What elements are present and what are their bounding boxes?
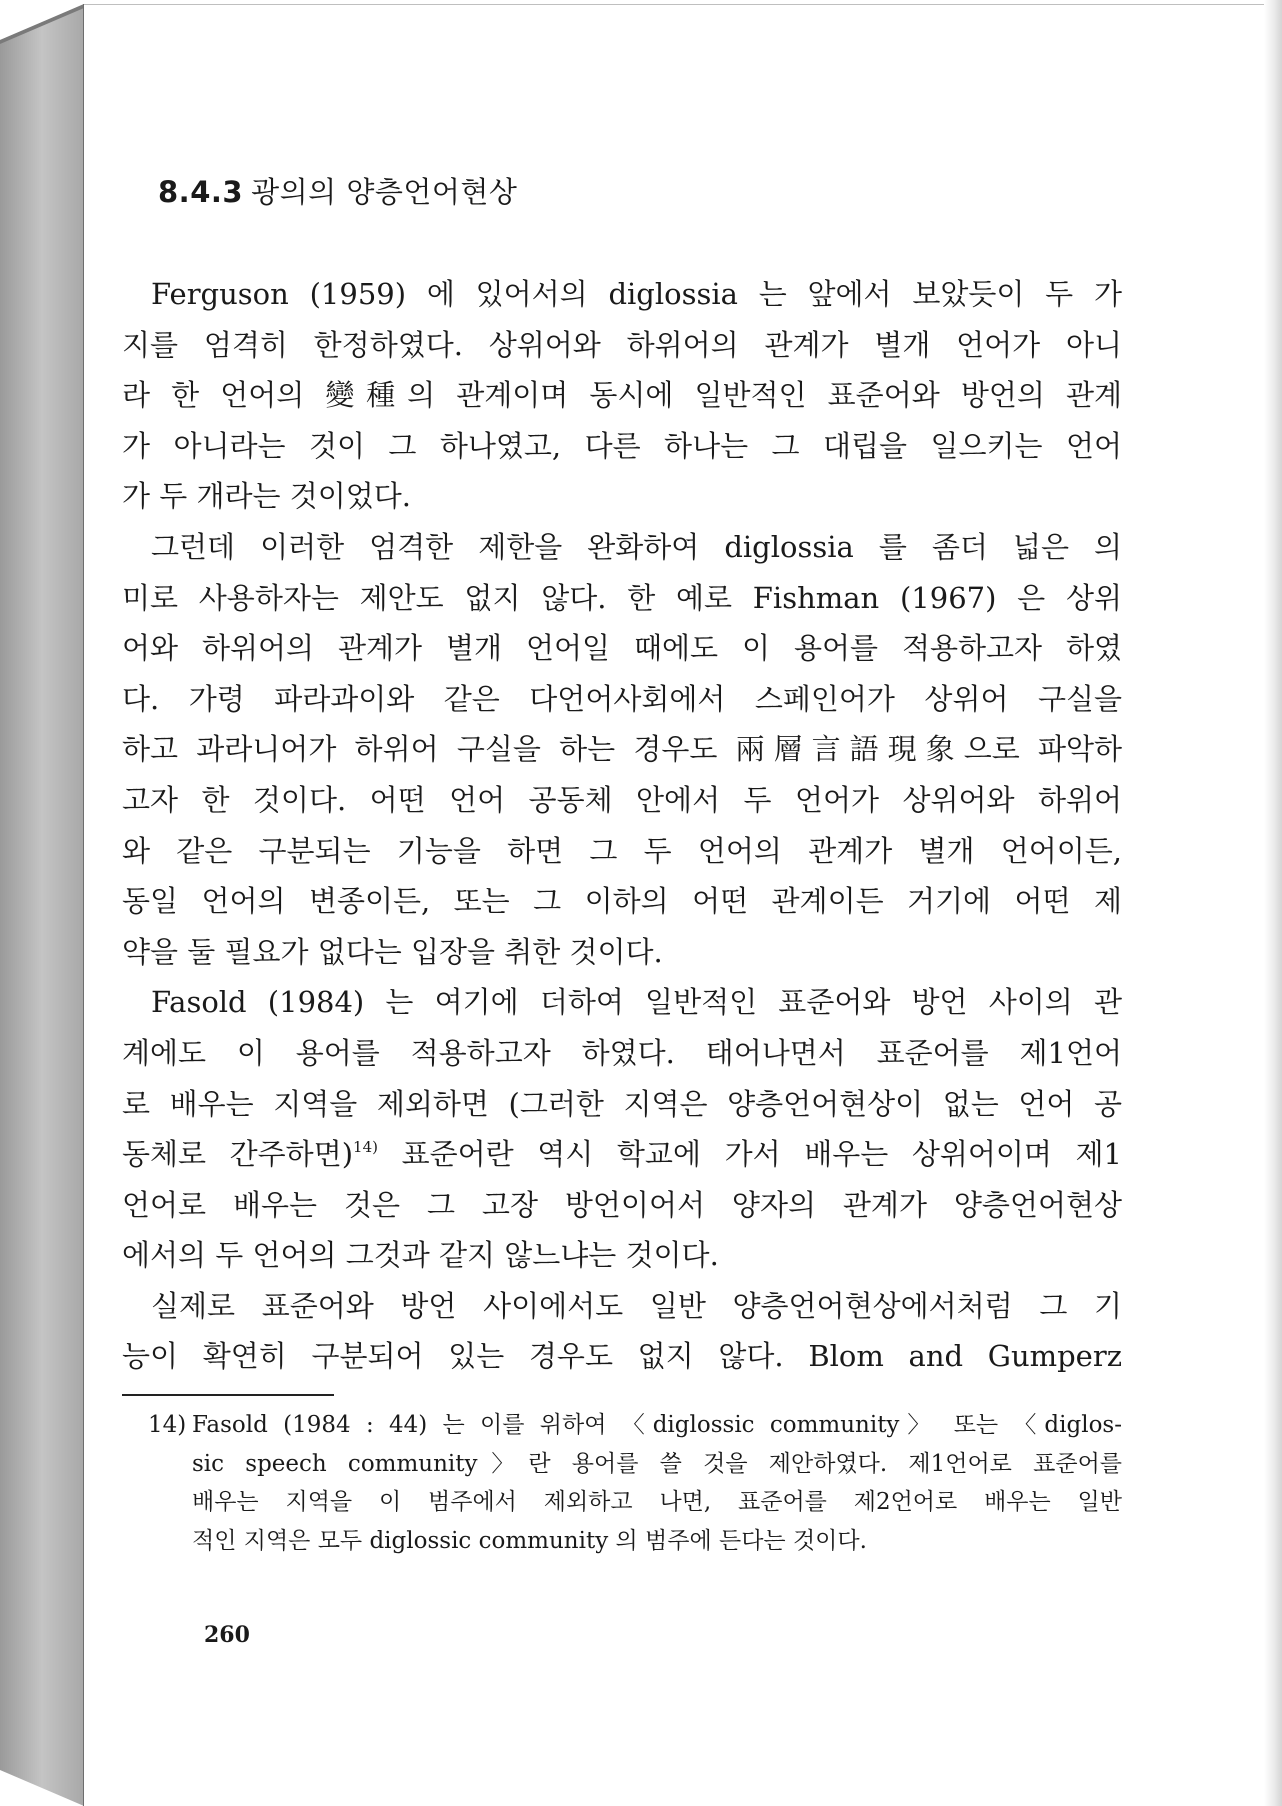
paragraph-2-line-6: 고자 한 것이다. 어떤 언어 공동체 안에서 두 언어가 상위어와 하위어 xyxy=(122,782,1122,817)
paragraph-2-line-3: 어와 하위어의 관계가 별개 언어일 때에도 이 용어를 적용하고자 하였 xyxy=(122,631,1122,666)
page-edge-shadow xyxy=(1264,0,1282,1806)
paragraph-3-line-2: 계에도 이 용어를 적용하고자 하였다. 태어나면서 표준어를 제1언어 xyxy=(122,1035,1122,1070)
paragraph-4-line-2: 능이 확연히 구분되어 있는 경우도 없지 않다. Blom and Gumperz xyxy=(122,1339,1122,1374)
paragraph-2-line-1: 그런데 이러한 엄격한 제한을 완화하여 diglossia 를 좀더 넓은 의 xyxy=(151,529,1122,564)
paragraph-1-line-3: 라 한 언어의 變種의 관계이며 동시에 일반적인 표준어와 방언의 관계 xyxy=(122,378,1122,413)
section-title: 광의의 양층언어현상 xyxy=(251,175,518,209)
footnote-reference: 14) xyxy=(353,1138,378,1157)
paragraph-2-line-5: 하고 과라니어가 하위어 구실을 하는 경우도 兩層言語現象으로 파악하 xyxy=(122,732,1122,767)
paragraph-1-line-2: 지를 엄격히 한정하였다. 상위어와 하위어의 관계가 별개 언어가 아니 xyxy=(122,327,1122,362)
body-text xyxy=(122,269,1122,1382)
footnote-line-2: sic speech community〉란 용어를 쓸 것을 제안하였다. 제1언어로 표준어를 xyxy=(192,1450,1122,1477)
paragraph-2-line-7: 와 같은 구분되는 기능을 하면 그 두 언어의 관계가 별개 언어이든, xyxy=(122,833,1122,868)
paragraph-3-line-4-end: 표준어란 역시 학교에 가서 배우는 상위어이며 제1 xyxy=(401,1137,1123,1172)
section-heading xyxy=(158,170,517,211)
paragraph-2-line-2: 미로 사용하자는 제안도 없지 않다. 한 예로 Fishman (1967) 은 상위 xyxy=(122,580,1122,615)
paragraph-3-line-4-start: 동체로 간주하면) xyxy=(122,1137,354,1172)
paragraph-3-line-4 xyxy=(122,1129,1122,1180)
paragraph-2-line-8: 동일 언어의 변종이든, 또는 그 이하의 어떤 관계이든 거기에 어떤 제 xyxy=(122,884,1122,919)
footnote-line-3: 배우는 지역을 이 범주에서 제외하고 나면, 표준어를 제2언어로 배우는 일반 xyxy=(192,1489,1122,1516)
paragraph-4-line-1: 실제로 표준어와 방언 사이에서도 일반 양층언어현상에서처럼 그 기 xyxy=(151,1288,1122,1323)
paragraph-1-line-5: 가 두 개라는 것이었다. xyxy=(122,479,411,514)
footnote-divider xyxy=(122,1394,334,1396)
section-number: 8.4.3 xyxy=(158,175,244,209)
footnote xyxy=(148,1406,1122,1560)
footnote-line-1 xyxy=(148,1406,1122,1445)
paragraph-3-line-5: 언어로 배우는 것은 그 고장 방언이어서 양자의 관계가 양층언어현상 xyxy=(122,1187,1122,1222)
page-number: 260 xyxy=(204,1622,250,1648)
paragraph-3-line-1: Fasold (1984) 는 여기에 더하여 일반적인 표준어와 방언 사이의 관 xyxy=(151,985,1122,1020)
footnote-line-4: 적인 지역은 모두 diglossic community 의 범주에 든다는 것이다. xyxy=(192,1527,867,1554)
paragraph-3-line-6: 에서의 두 언어의 그것과 같지 않느냐는 것이다. xyxy=(122,1238,719,1273)
paragraph-2-line-4: 다. 가령 파라과이와 같은 다언어사회에서 스페인어가 상위어 구실을 xyxy=(122,681,1122,716)
book-spine xyxy=(0,0,84,1806)
paragraph-1-line-1: Ferguson (1959) 에 있어서의 diglossia 는 앞에서 보았듯이 두 가 xyxy=(151,277,1122,311)
footnote-line-1-text: Fasold (1984 : 44) 는 이를 위하여 〈diglossic community〉 또는 〈diglos- xyxy=(192,1412,1122,1438)
paragraph-3-line-3: 로 배우는 지역을 제외하면 (그러한 지역은 양층언어현상이 없는 언어 공 xyxy=(122,1086,1122,1121)
footnote-number: 14) xyxy=(148,1412,187,1438)
paragraph-2-line-9: 약을 둘 필요가 없다는 입장을 취한 것이다. xyxy=(122,934,663,969)
paragraph-1-line-4: 가 아니라는 것이 그 하나였고, 다른 하나는 그 대립을 일으키는 언어 xyxy=(122,428,1122,463)
